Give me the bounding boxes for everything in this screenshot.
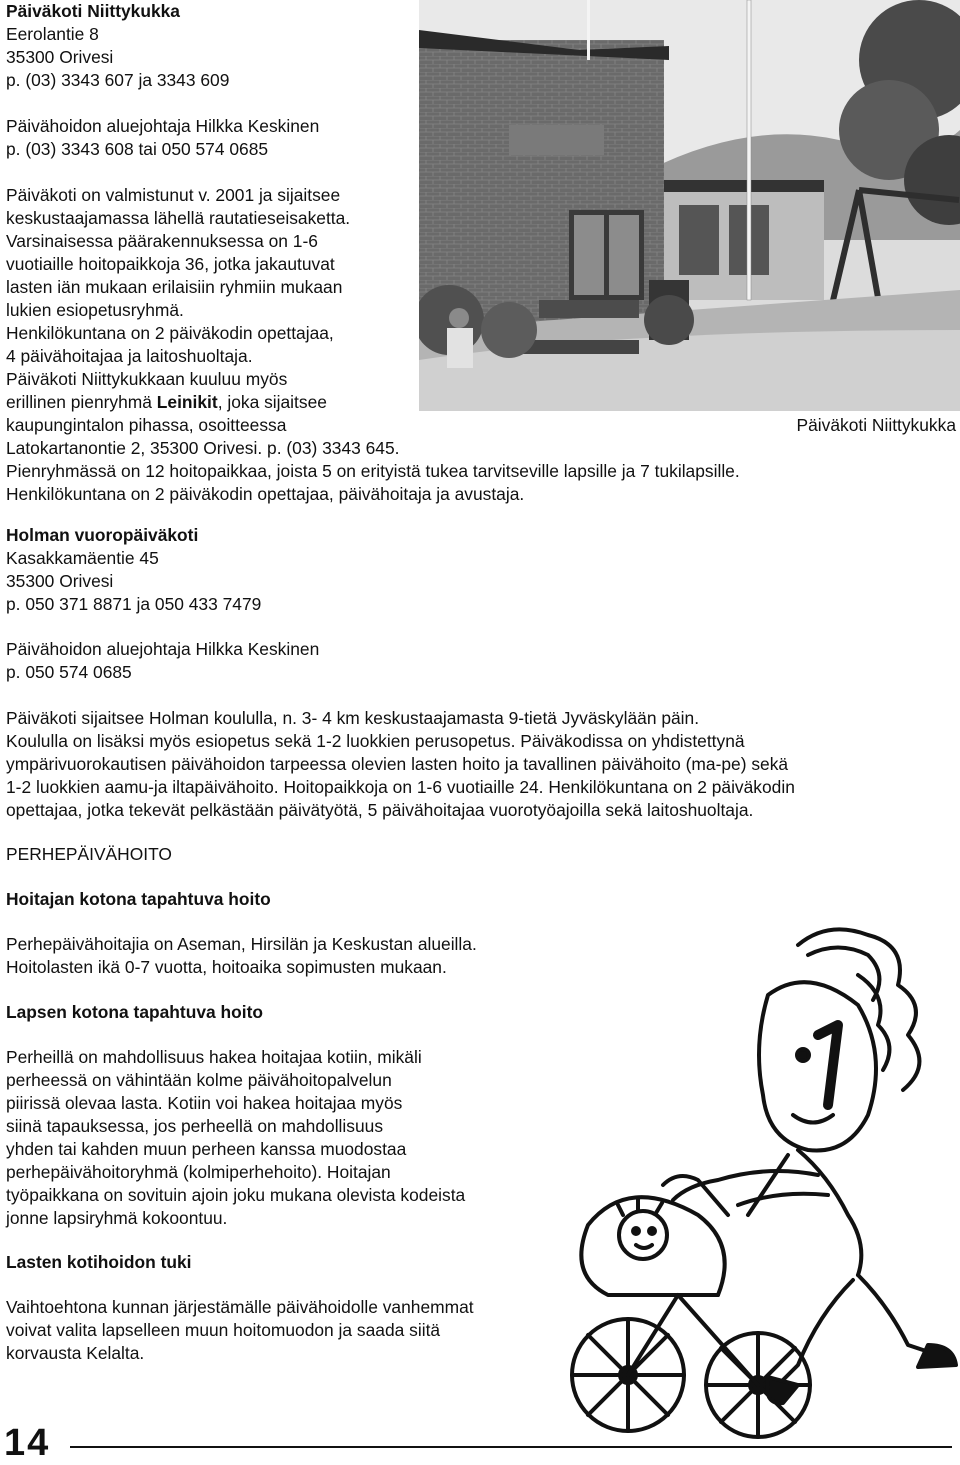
holma-address-line2: 35300 Orivesi	[6, 571, 114, 591]
niittykukka-desc2-line: Henkilökuntana on 2 päiväkodin opettajaa, päivähoitaja ja avustaja.	[6, 484, 525, 504]
holma-desc-line: 1-2 luokkien aamu-ja iltapäivähoito. Hoitopaikkoja on 1-6 vuotiaille 24. Henkilökuntana on 2 päiväkodin	[6, 777, 795, 797]
holma-desc-line: ympärivuorokautisen päivähoidon tarpeessa olevien lasten hoito ja tavallinen päivähoito (ma-pe) sekä	[6, 754, 789, 774]
niittykukka-title: Päiväkoti Niittykukka	[6, 1, 180, 21]
holma-desc-line: Päiväkoti sijaitsee Holman koululla, n. 3- 4 km keskustaajamasta 9-tietä Jyväskylään päin.	[6, 708, 700, 728]
perhe-s2-title: Lapsen kotona tapahtuva hoito	[6, 1002, 264, 1022]
leinikit-post: , joka sijaitsee	[217, 392, 327, 412]
perhe-s2-line: piirissä olevaa lasta. Kotiin voi hakea hoitajaa myös	[6, 1093, 403, 1113]
perhe-s2-line: perheessä on vähintään kolme päivähoitopalvelun	[6, 1070, 392, 1090]
niittykukka-desc-line: lasten iän mukaan erilaisiin ryhmiin mukaan	[6, 277, 343, 297]
holma-title: Holman vuoropäiväkoti	[6, 525, 199, 545]
perhe-s1-title: Hoitajan kotona tapahtuva hoito	[6, 889, 271, 909]
footer-divider	[70, 1446, 952, 1448]
perhe-s2-line: jonne lapsiryhmä kokoontuu.	[6, 1208, 228, 1228]
perhe-section-title: PERHEPÄIVÄHOITO	[6, 844, 172, 864]
leinikit-pre: erillinen pienryhmä	[6, 392, 157, 412]
daycare-building-photo	[419, 0, 960, 411]
leinikit-line	[6, 391, 327, 414]
perhe-s2-line: työpaikkana on sovituin ajoin joku mukana olevista kodeista	[6, 1185, 466, 1205]
perhe-s2-line: yhden tai kahden muun perheen kanssa muodostaa	[6, 1139, 407, 1159]
perhe-s3-line: voivat valita lapselleen muun hoitomuodon ja saada siitä	[6, 1320, 441, 1340]
niittykukka-desc2-line: kaupungintalon pihassa, osoitteessa	[6, 415, 287, 435]
holma-address-line1: Kasakkamäentie 45	[6, 548, 159, 568]
perhe-s2-line: Perheillä on mahdollisuus hakea hoitajaa kotiin, mikäli	[6, 1047, 422, 1067]
perhe-s3-line: Vaihtoehtona kunnan järjestämälle päivähoidolle vanhemmat	[6, 1297, 474, 1317]
perhe-s3-title: Lasten kotihoidon tuki	[6, 1252, 192, 1272]
holma-phone: p. 050 371 8871 ja 050 433 7479	[6, 594, 262, 614]
niittykukka-address-line1: Eerolantie 8	[6, 24, 99, 44]
niittykukka-address-line2: 35300 Orivesi	[6, 47, 114, 67]
photo-caption: Päiväkoti Niittykukka	[796, 415, 956, 435]
perhe-s2-line: perhepäivähoitoryhmä (kolmiperhehoito). Hoitajan	[6, 1162, 391, 1182]
niittykukka-desc-line: vuotiaille hoitopaikkoja 36, jotka jakautuvat	[6, 254, 335, 274]
perhe-s3-line: korvausta Kelalta.	[6, 1343, 145, 1363]
niittykukka-desc-line: keskustaajamassa lähellä rautatieseisaketta.	[6, 208, 351, 228]
holma-director: Päivähoidon aluejohtaja Hilkka Keskinen	[6, 639, 320, 659]
niittykukka-desc-line: Päiväkoti Niittykukkaan kuuluu myös	[6, 369, 288, 389]
niittykukka-desc-line: Päiväkoti on valmistunut v. 2001 ja sijaitsee	[6, 185, 341, 205]
leinikit-name: Leinikit	[156, 392, 218, 412]
niittykukka-desc-line: lukien esiopetusryhmä.	[6, 300, 184, 320]
niittykukka-desc-line: Henkilökuntana on 2 päiväkodin opettajaa,	[6, 323, 334, 343]
niittykukka-desc2-line: Pienryhmässä on 12 hoitopaikkaa, joista 5 on erityistä tukea tarvitseville lapsille ja 7 tukilapsille.	[6, 461, 740, 481]
holma-director-phone: p. 050 574 0685	[6, 662, 132, 682]
niittykukka-director: Päivähoidon aluejohtaja Hilkka Keskinen	[6, 116, 320, 136]
stroller-cartoon-illustration	[568, 915, 960, 1451]
page-number: 14	[4, 1422, 51, 1464]
holma-desc-line: opettajaa, jotka tekevät pelkästään päivätyötä, 5 päivähoitajaa vuorotyöajoilla sekä laitoshuoltaja.	[6, 800, 754, 820]
perhe-s1-line: Hoitolasten ikä 0-7 vuotta, hoitoaika sopimusten mukaan.	[6, 957, 447, 977]
niittykukka-director-phone: p. (03) 3343 608 tai 050 574 0685	[6, 139, 269, 159]
niittykukka-phone: p. (03) 3343 607 ja 3343 609	[6, 70, 230, 90]
niittykukka-desc2-line: Latokartanontie 2, 35300 Orivesi. p. (03) 3343 645.	[6, 438, 400, 458]
niittykukka-desc-line: Varsinaisessa päärakennuksessa on 1-6	[6, 231, 318, 251]
niittykukka-desc-line: 4 päivähoitajaa ja laitoshuoltaja.	[6, 346, 253, 366]
holma-desc-line: Koululla on lisäksi myös esiopetus sekä 1-2 luokkien perusopetus. Päiväkodissa on yhdistettynä	[6, 731, 745, 751]
perhe-s2-line: siinä tapauksessa, jos perheellä on mahdollisuus	[6, 1116, 384, 1136]
perhe-s1-line: Perhepäivähoitajia on Aseman, Hirsilän ja Keskustan alueilla.	[6, 934, 477, 954]
